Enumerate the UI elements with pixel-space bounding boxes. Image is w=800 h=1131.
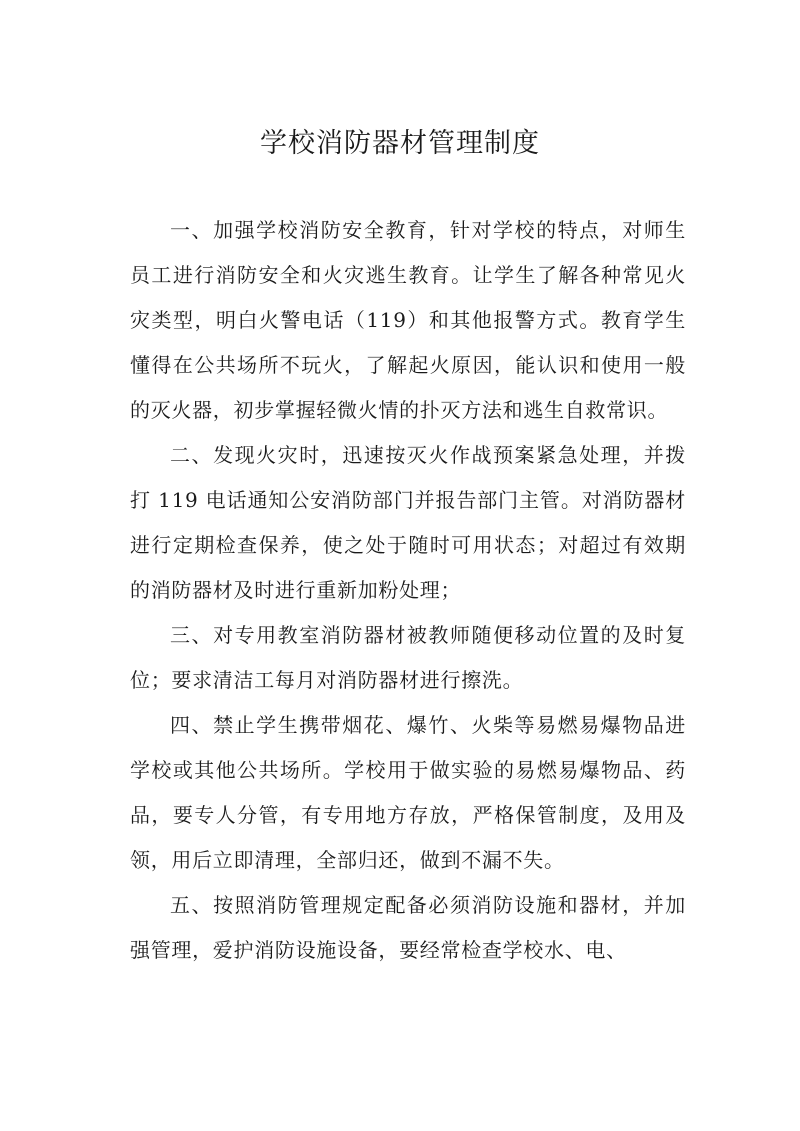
paragraph-5: 五、按照消防管理规定配备必须消防设施和器材，并加强管理，爱护消防设施设备，要经常检查学校水、电、 — [130, 893, 686, 962]
paragraph-4: 四、禁止学生携带烟花、爆竹、火柴等易燃易爆物品进学校或其他公共场所。学校用于做实验的易燃易爆物品、药品，要专人分管，有专用地方存放，严格保管制度，及用及领，用后立即清理，全部归还，做到不漏不失。 — [130, 713, 686, 872]
document-body — [130, 208, 686, 973]
paragraph-2: 二、发现火灾时，迅速按灭火作战预案紧急处理，并拨打 119 电话通知公安消防部门并报告部门主管。对消防器材进行定期检查保养，使之处于随时可用状态；对超过有效期的消防器材及时进行重新加粉处理； — [130, 443, 686, 602]
paragraph-1: 一、加强学校消防安全教育，针对学校的特点，对师生员工进行消防安全和火灾逃生教育。让学生了解各种常见火灾类型，明白火警电话（119）和其他报警方式。教育学生懂得在公共场所不玩火，了解起火原因，能认识和使用一般的灭火器，初步掌握轻微火情的扑灭方法和逃生自救常识。 — [130, 218, 686, 422]
document-title: 学校消防器材管理制度 — [260, 128, 540, 159]
paragraph-3: 三、对专用教室消防器材被教师随便移动位置的及时复位；要求清洁工每月对消防器材进行擦洗。 — [130, 623, 686, 692]
